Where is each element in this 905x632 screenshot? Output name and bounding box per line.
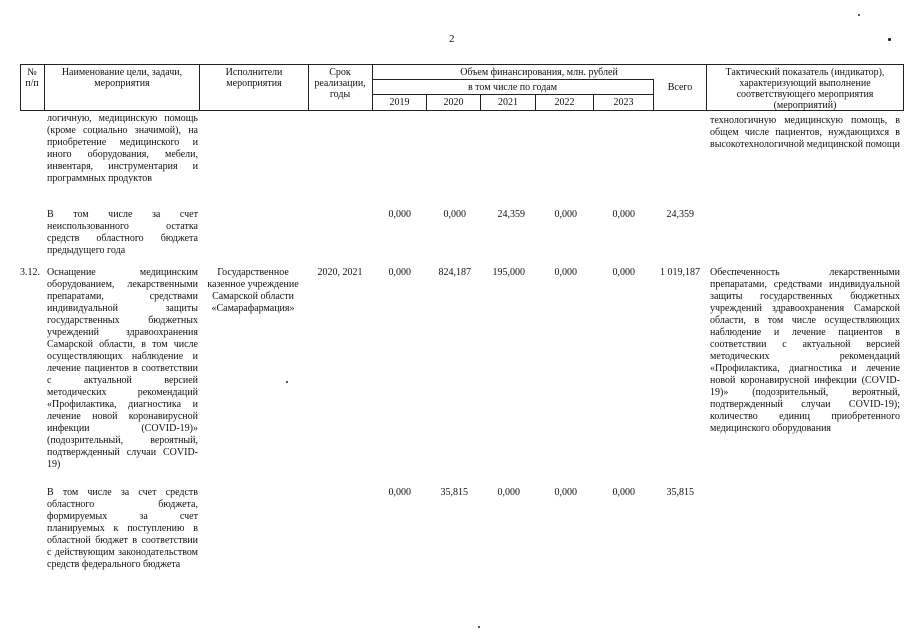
header-year-2020: 2020 [443, 97, 464, 108]
value-2021: 0,000 [497, 487, 520, 498]
col-divider [44, 64, 45, 110]
row-indicator: технологичную медицинскую помощь, в общем числе пациентов, нуждающихся в высокотехнологичной медицинской помощи [710, 115, 900, 150]
years-header-divider [372, 79, 653, 80]
header-year-2019: 2019 [389, 97, 410, 108]
table-top-border [20, 64, 904, 65]
value-2022: 0,000 [554, 267, 577, 278]
header-funding: Объем финансирования, млн. рублей [460, 67, 618, 78]
col-divider [199, 64, 200, 110]
scan-speck [858, 14, 860, 16]
row-term: 2020, 2021 [317, 267, 363, 278]
row-name: Оснащение медицинским оборудованием, лекарственными препаратами, средствами индивидуальной защиты государственных бюджетных учреждений здравоохранения Самарской области, в том числе осуществляющих наблюдение и лечение пациентов в соответствии с актуальной версией методических рекомендаций «Профилактика, диагностика и лечение новой коронавирусной инфекции (COVID-19)» (подозрительный, вероятный, подтвержденный случаи COVID-19) [47, 267, 198, 470]
header-term: Срок реализации, годы [314, 67, 366, 100]
value-total: 1 019,187 [660, 267, 700, 278]
value-2023: 0,000 [612, 209, 635, 220]
row-executor: Государственное казенное учреждение Самарской области «Самарафармация» [207, 267, 299, 314]
scan-speck [286, 381, 288, 383]
table-right-border [903, 64, 904, 110]
value-2021: 195,000 [492, 267, 525, 278]
header-year-2022: 2022 [554, 97, 575, 108]
value-2023: 0,000 [612, 267, 635, 278]
value-2019: 0,000 [388, 487, 411, 498]
row-name: В том числе за счет неиспользованного остатка средств областного бюджета предыдущего года [47, 209, 198, 256]
row-name: логичную, медицинскую помощь (кроме социально значимой), на приобретение медицинского и иного оборудования, мебели, инвентаря, инструментария и программных продуктов [47, 113, 198, 184]
value-2021: 24,359 [497, 209, 525, 220]
header-executors: Исполнители мероприятия [225, 67, 283, 89]
funding-subheader-divider [372, 94, 653, 95]
col-divider [706, 64, 707, 110]
table-left-border [20, 64, 21, 110]
scan-speck [888, 38, 891, 41]
value-2020: 0,000 [443, 209, 466, 220]
header-no: № п/п [25, 67, 39, 89]
header-total: Всего [667, 82, 693, 93]
value-2020: 824,187 [438, 267, 471, 278]
value-2019: 0,000 [388, 209, 411, 220]
col-divider [308, 64, 309, 110]
value-2019: 0,000 [388, 267, 411, 278]
value-2023: 0,000 [612, 487, 635, 498]
row-number: 3.12. [20, 267, 40, 278]
value-2022: 0,000 [554, 487, 577, 498]
header-by-years: в том числе по годам [467, 82, 558, 93]
value-2022: 0,000 [554, 209, 577, 220]
header-year-2021: 2021 [498, 97, 518, 108]
row-indicator: Обеспеченность лекарственными препаратами, средствами индивидуальной защиты государственных бюджетных учреждений здравоохранения Самарской области, в том числе осуществляющих наблюдение и лечение пациентов в соответствии с актуальной версией методических рекомендаций «Профилактика, диагностика и лечение новой коронавирусной инфекции (COVID-19)» (подозрительный, вероятный, подтвержденный случаи COVID-19); количество единиц приобретенного медицинского оборудования [710, 267, 900, 434]
row-name: В том числе за счет средств областного бюджета, формируемых за счет планируемых к поступлению в областной бюджет в соответствии с действующим законодательством средств федерального бюджета [47, 487, 198, 570]
page-number: 2 [449, 33, 455, 45]
value-total: 35,815 [666, 487, 694, 498]
header-indicator: Тактический показатель (индикатор), характеризующий выполнение соответствующего мероприятия (мероприятий) [725, 67, 885, 111]
value-2020: 35,815 [440, 487, 468, 498]
value-total: 24,359 [666, 209, 694, 220]
scan-speck [478, 626, 480, 628]
header-name: Наименование цели, задачи, мероприятия [61, 67, 183, 89]
header-year-2023: 2023 [613, 97, 634, 108]
